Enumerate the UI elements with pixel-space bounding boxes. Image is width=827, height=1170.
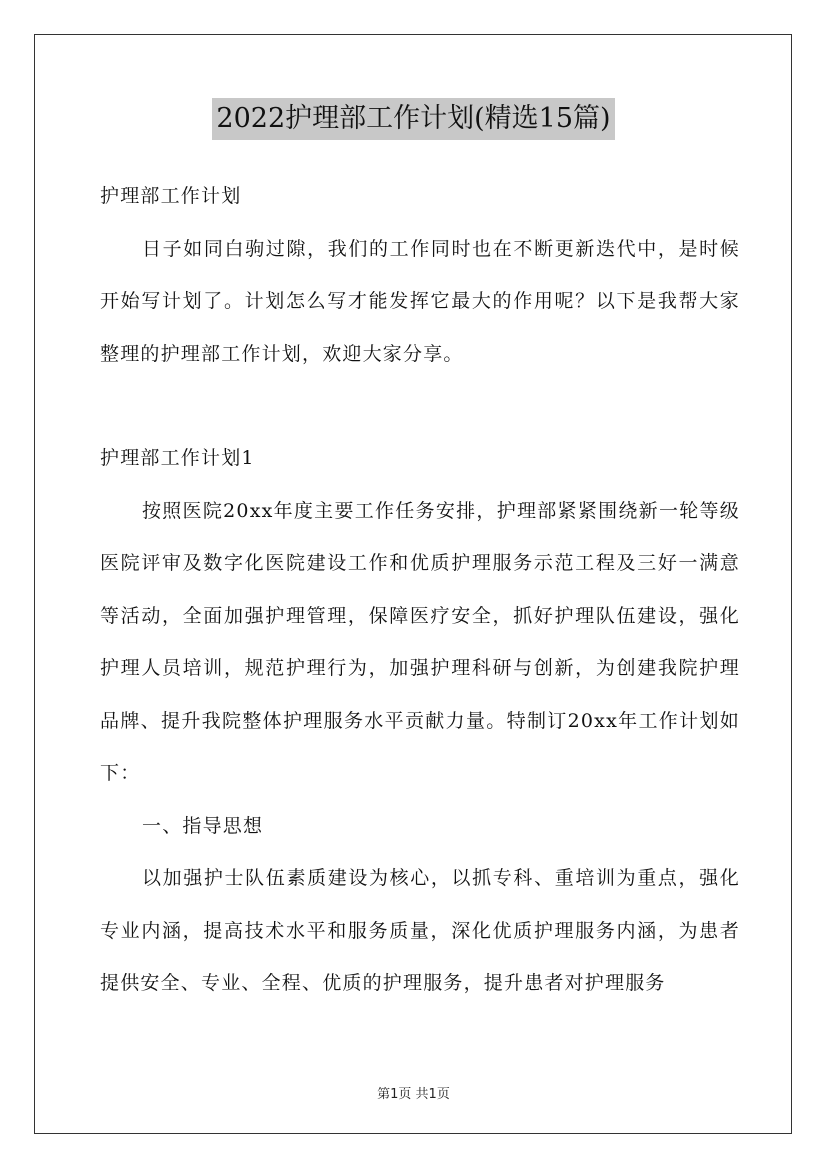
document-body — [100, 170, 740, 1010]
title-container — [0, 98, 827, 140]
intro-heading: 护理部工作计划 — [100, 185, 242, 207]
subheading-guiding: 一、指导思想 — [142, 814, 264, 837]
section-paragraph: 按照医院20xx年度主要工作任务安排，护理部紧紧围绕新一轮等级医院评审及数字化医院建设工作和优质护理服务示范工程及三好一满意等活动，全面加强护理管理，保障医疗安全，抓好护理队伍建设，强化护理人员培训，规范护理行为，加强护理科研与创新，为创建我院护理品牌、提升我院整体护理服务水平贡献力量。特制订20xx年工作计划如下： — [100, 499, 740, 784]
intro-paragraph: 日子如同白驹过隙，我们的工作同时也在不断更新迭代中，是时候开始写计划了。计划怎么写才能发挥它最大的作用呢？以下是我帮大家整理的护理部工作计划，欢迎大家分享。 — [100, 237, 740, 365]
section-heading: 护理部工作计划1 — [100, 447, 255, 469]
document-title: 2022护理部工作计划(精选15篇) — [212, 98, 614, 140]
paragraph-gap — [100, 380, 740, 432]
page-footer: 第1页 共1页 — [377, 1087, 450, 1102]
guiding-paragraph: 以加强护士队伍素质建设为核心，以抓专科、重培训为重点，强化专业内涵，提高技术水平和服务质量，深化优质护理服务内涵，为患者提供安全、专业、全程、优质的护理服务，提升患者对护理服务 — [100, 867, 740, 994]
